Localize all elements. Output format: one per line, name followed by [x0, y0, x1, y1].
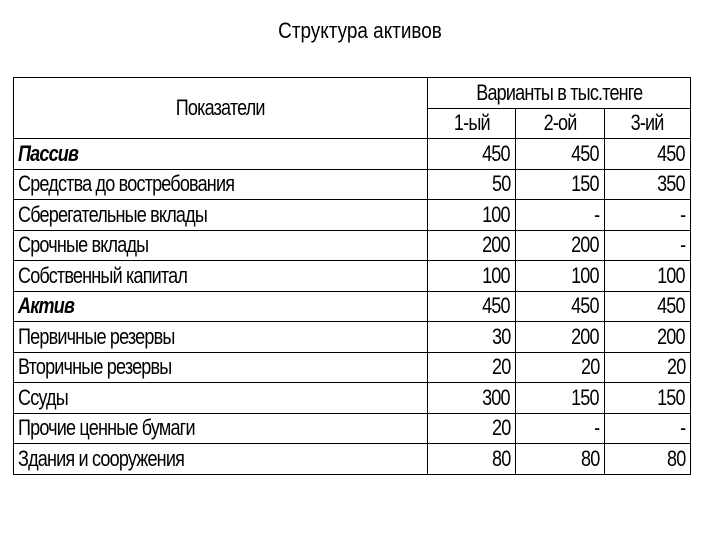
- variant-3-value: 150: [605, 383, 691, 414]
- table-row: [14, 383, 691, 414]
- table-row: [14, 322, 691, 353]
- variant-2-value: 450: [516, 139, 605, 170]
- variant-3-value: 450: [605, 139, 691, 170]
- variant-2-value: 200: [516, 322, 605, 353]
- table-row: [14, 291, 691, 322]
- variant-1-value: 30: [428, 322, 516, 353]
- row-label: Ссуды: [14, 383, 428, 414]
- variant-2-value: -: [516, 413, 605, 444]
- table-row: [14, 139, 691, 170]
- variant-1-value: 450: [428, 139, 516, 170]
- variant-2-value: 100: [516, 261, 605, 292]
- row-label: Прочие ценные бумаги: [14, 413, 428, 444]
- variant-3-value: 100: [605, 261, 691, 292]
- variant-1-value: 50: [428, 169, 516, 200]
- table-row: [14, 413, 691, 444]
- row-label: Пассив: [14, 139, 428, 170]
- variant-3-value: 350: [605, 169, 691, 200]
- variant-2-value: 200: [516, 230, 605, 261]
- page-title: Структура активов: [278, 18, 442, 43]
- variant-2-value: 80: [516, 444, 605, 475]
- row-label: Средства до востребования: [14, 169, 428, 200]
- variant-3-header: 3-ий: [605, 108, 691, 139]
- table-row: [14, 230, 691, 261]
- variant-1-header: 1-ый: [428, 108, 516, 139]
- row-label: Здания и сооружения: [14, 444, 428, 475]
- table-row: [14, 352, 691, 383]
- variant-3-value: 450: [605, 291, 691, 322]
- variant-1-value: 20: [428, 352, 516, 383]
- row-label: Собственный капитал: [14, 261, 428, 292]
- variant-1-value: 80: [428, 444, 516, 475]
- indicators-header: Показатели: [14, 78, 428, 139]
- variant-3-value: -: [605, 200, 691, 231]
- row-label: Первичные резервы: [14, 322, 428, 353]
- row-label: Актив: [14, 291, 428, 322]
- variant-3-value: -: [605, 230, 691, 261]
- table-header-row: [14, 78, 691, 109]
- variant-1-value: 100: [428, 261, 516, 292]
- variant-2-value: 150: [516, 383, 605, 414]
- variant-1-value: 20: [428, 413, 516, 444]
- variant-1-value: 100: [428, 200, 516, 231]
- variant-2-value: 450: [516, 291, 605, 322]
- variant-3-value: 20: [605, 352, 691, 383]
- variant-1-value: 300: [428, 383, 516, 414]
- variant-2-value: 150: [516, 169, 605, 200]
- variant-3-value: -: [605, 413, 691, 444]
- variant-2-value: -: [516, 200, 605, 231]
- variants-header: Варианты в тыс.тенге: [428, 78, 691, 109]
- table-row: [14, 200, 691, 231]
- variant-1-value: 200: [428, 230, 516, 261]
- variant-3-value: 200: [605, 322, 691, 353]
- table-row: [14, 444, 691, 475]
- row-label: Сберегательные вклады: [14, 200, 428, 231]
- row-label: Вторичные резервы: [14, 352, 428, 383]
- table-row: [14, 261, 691, 292]
- table-row: [14, 169, 691, 200]
- row-label: Срочные вклады: [14, 230, 428, 261]
- variant-2-header: 2-ой: [516, 108, 605, 139]
- variant-3-value: 80: [605, 444, 691, 475]
- assets-table: [13, 77, 691, 475]
- variant-1-value: 450: [428, 291, 516, 322]
- variant-2-value: 20: [516, 352, 605, 383]
